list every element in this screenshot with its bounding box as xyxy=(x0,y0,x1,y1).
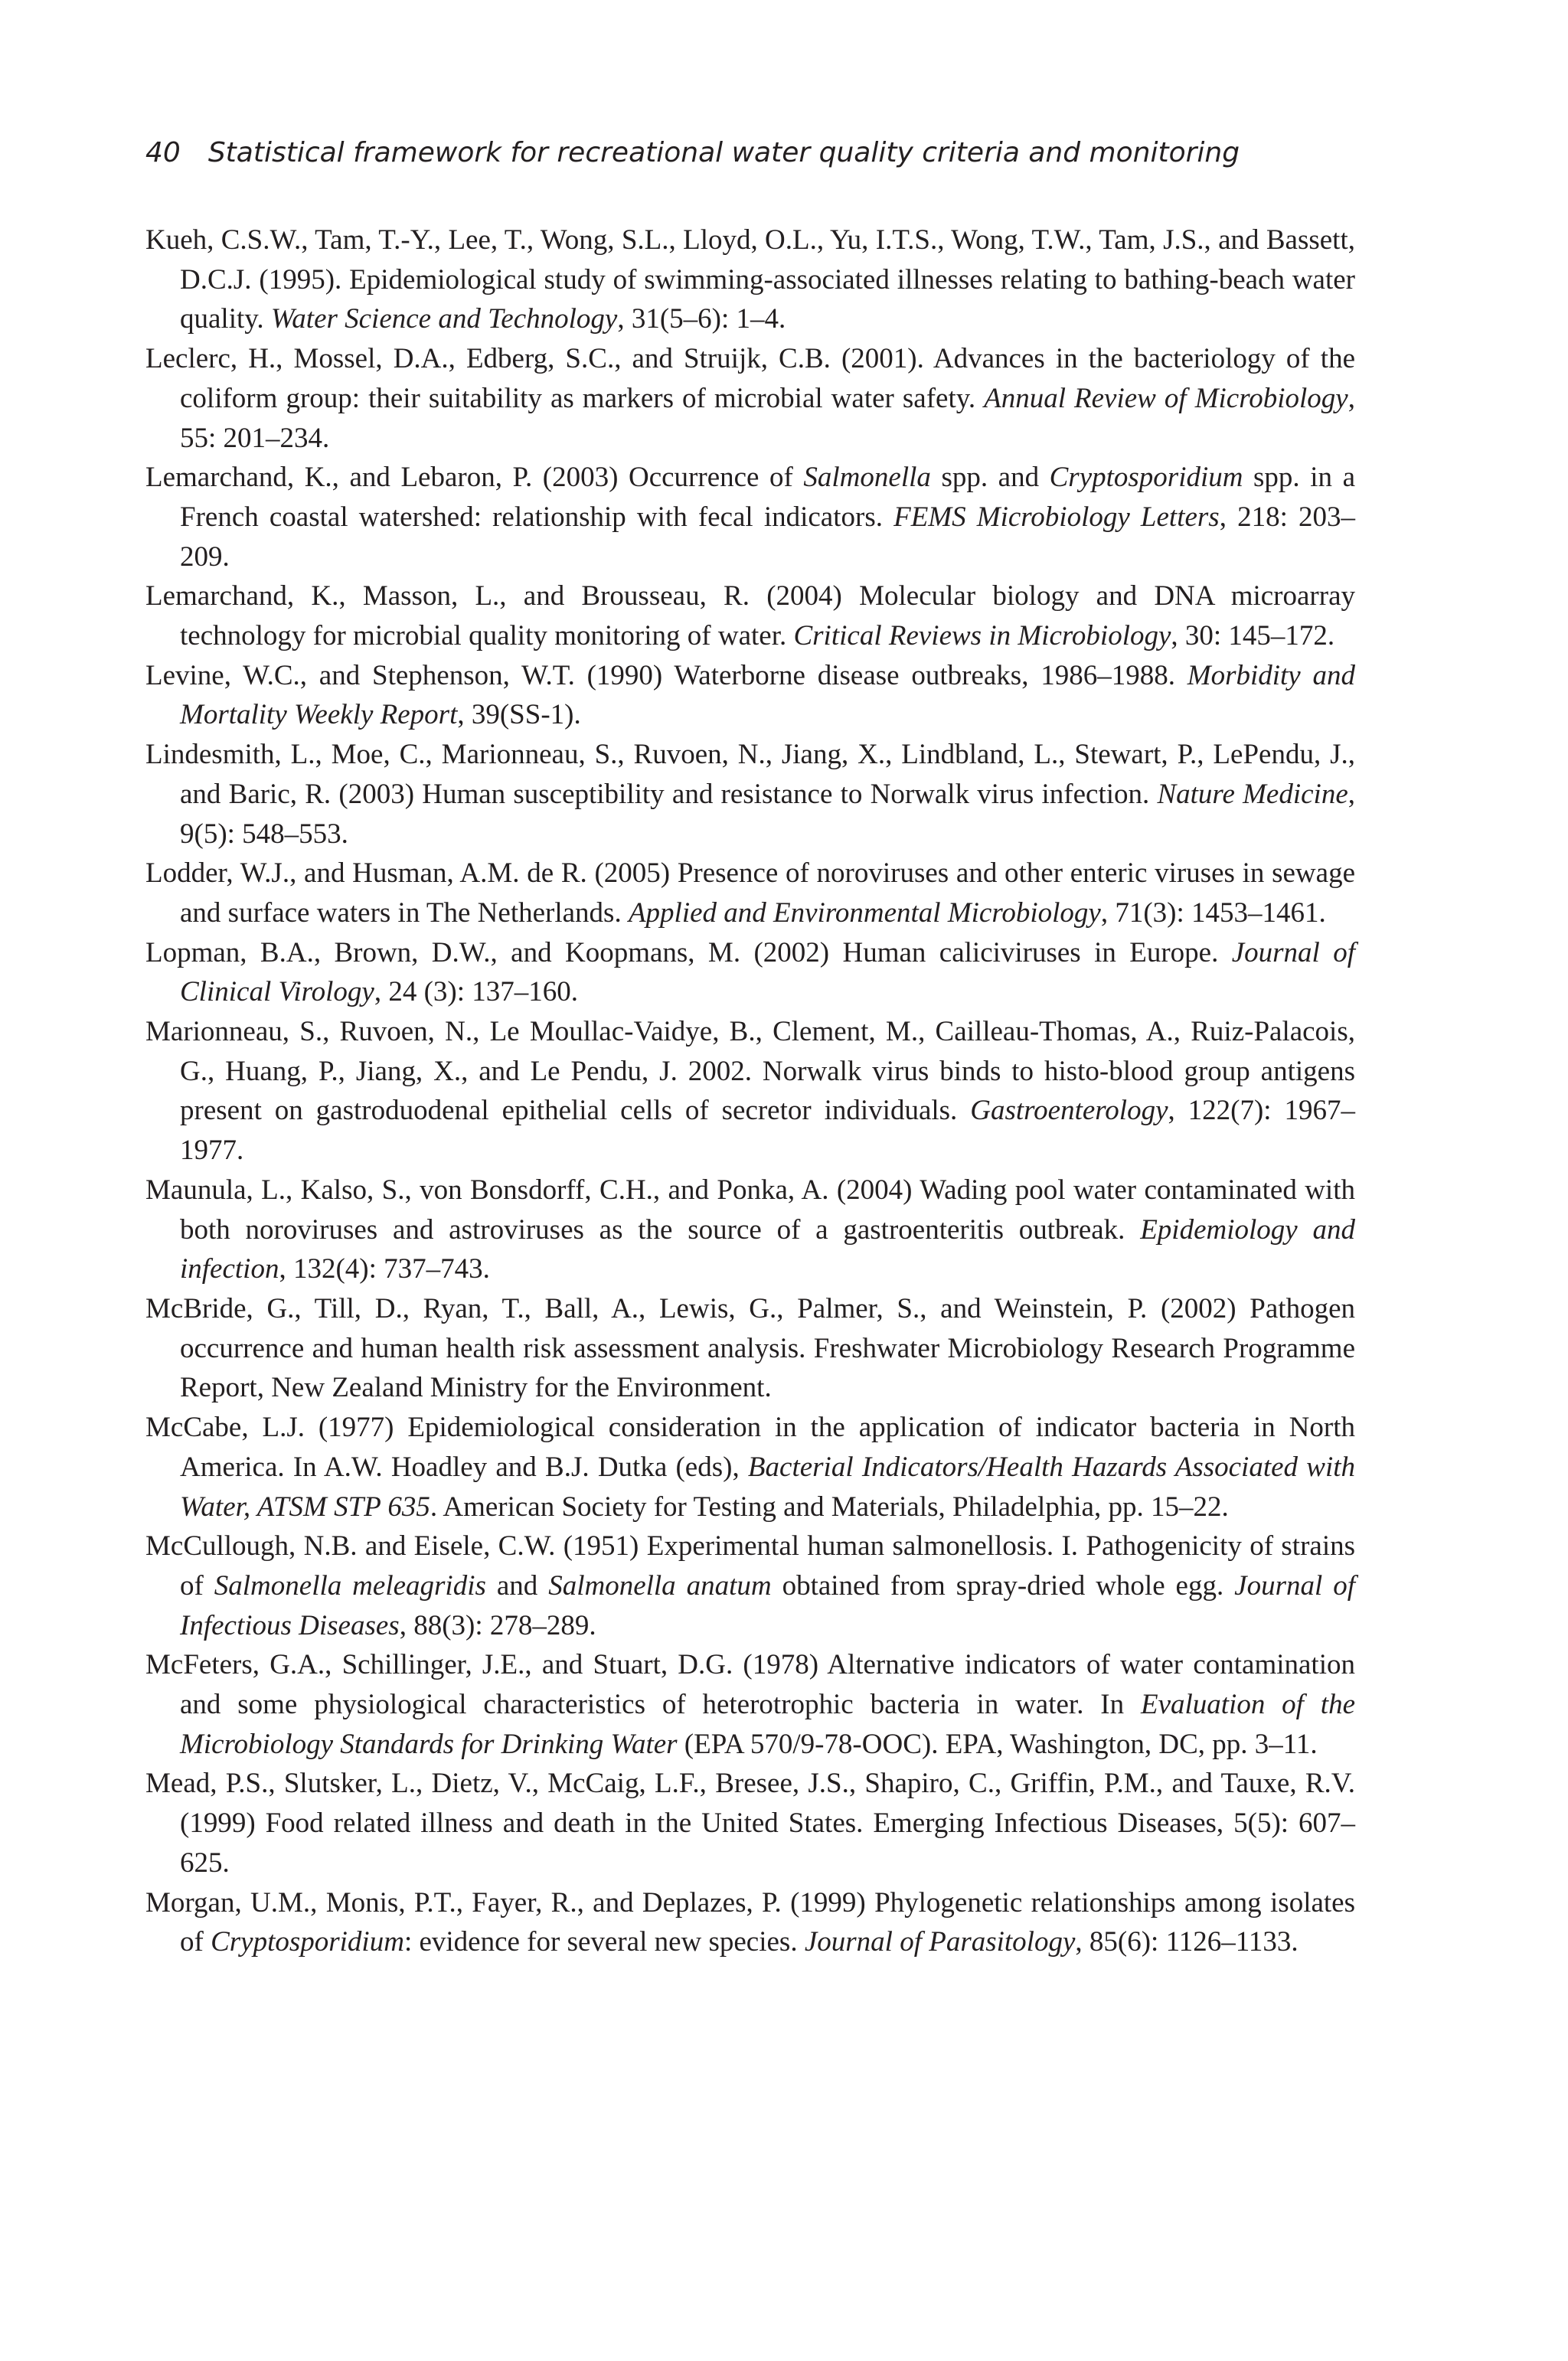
reference-entry xyxy=(145,1527,1355,1645)
reference-text: Lindesmith, L., Moe, C., Marionneau, S., Ruvoen, N., Jiang, X., Lindbland, L., Stewart, P., LePendu, J., and Baric, R. (2003) Human susceptibility and resistance to Norwalk virus infection. xyxy=(145,739,1355,810)
reference-text: , 122(7): 1967–1977. xyxy=(180,1095,1355,1167)
page-number: 40 xyxy=(145,137,181,168)
reference-entry xyxy=(145,656,1355,735)
reference-text: and xyxy=(485,1569,549,1602)
reference-italic-text: Evaluation of the Microbiology Standards for Drinking Water xyxy=(180,1689,1355,1760)
reference-italic-text: Epidemiology and infection xyxy=(180,1213,1355,1285)
reference-italic-text: Morbidity and Mortality Weekly Report xyxy=(180,659,1356,731)
reference-text: Lopman, B.A., Brown, D.W., and Koopmans, M. (2002) Human caliciviruses in Europe. xyxy=(145,936,1232,968)
reference-italic-text: FEMS Microbiology Letters xyxy=(893,501,1220,533)
reference-entry xyxy=(145,339,1355,458)
reference-entry xyxy=(145,1171,1355,1289)
reference-italic-text: Journal of Parasitology xyxy=(804,1926,1076,1958)
reference-italic-text: Nature Medicine xyxy=(1157,778,1348,810)
reference-entry xyxy=(145,1645,1355,1764)
reference-entry xyxy=(145,1012,1355,1171)
reference-text: , 218: 203–209. xyxy=(180,501,1355,573)
reference-text: McCabe, L.J. (1977) Epidemiological consideration in the application of indicator bacteria in North America. In A.W. Hoadley and B.J. Dutka (eds), xyxy=(145,1412,1355,1483)
reference-text: Mead, P.S., Slutsker, L., Dietz, V., McCaig, L.F., Bresee, J.S., Shapiro, C., Griffin, P.M., and Tauxe, R.V. (1999) Food related illness and death in the United States. Emerging Infectious Diseases, 5(5): 607–625. xyxy=(145,1768,1355,1879)
reference-italic-text: Critical Reviews in Microbiology xyxy=(793,620,1171,652)
reference-text: Lodder, W.J., and Husman, A.M. de R. (2005) Presence of noroviruses and other enteric viruses in sewage and surface waters in The Netherlands. xyxy=(145,857,1355,929)
reference-italic-text: Water Science and Technology xyxy=(270,303,618,335)
reference-text: Lemarchand, K., and Lebaron, P. (2003) Occurrence of xyxy=(145,462,804,494)
reference-text: , 39(SS-1). xyxy=(457,699,581,731)
reference-text: Maunula, L., Kalso, S., von Bonsdorff, C.H., and Ponka, A. (2004) Wading pool water contaminated with both noroviruses and astroviruses as the source of a gastroenteritis outbreak. xyxy=(145,1174,1355,1246)
reference-text: Marionneau, S., Ruvoen, N., Le Moullac-Vaidye, B., Clement, M., Cailleau-Thomas, A., Ruiz-Palacois, G., Huang, P., Jiang, X., and Le Pendu, J. 2002. Norwalk virus binds to histo-blood group antigens present on gastroduodenal epithelial cells of secretor individuals. xyxy=(145,1016,1355,1127)
reference-text: , 9(5): 548–553. xyxy=(180,778,1355,850)
reference-text: Lemarchand, K., Masson, L., and Brousseau, R. (2004) Molecular biology and DNA microarray technology for microbial quality monitoring of water. xyxy=(145,580,1355,652)
reference-text: , 88(3): 278–289. xyxy=(399,1609,596,1641)
reference-text: , 31(5–6): 1–4. xyxy=(617,303,786,335)
reference-entry xyxy=(145,1289,1355,1408)
reference-italic-text: Salmonella anatum xyxy=(548,1569,772,1602)
reference-entry xyxy=(145,458,1355,576)
reference-text: McFeters, G.A., Schillinger, J.E., and Stuart, D.G. (1978) Alternative indicators of water contamination and some physiological characteristics of heterotrophic bacteria in water. In xyxy=(145,1649,1355,1721)
running-title: Statistical framework for recreational water quality criteria and monitoring xyxy=(207,137,1240,168)
reference-italic-text: Gastroenterology xyxy=(970,1095,1168,1127)
reference-text: (EPA 570/9-78-OOC). EPA, Washington, DC, pp. 3–11. xyxy=(677,1728,1318,1760)
reference-text: , 71(3): 1453–1461. xyxy=(1100,896,1326,929)
reference-text: . American Society for Testing and Materials, Philadelphia, pp. 15–22. xyxy=(430,1491,1229,1523)
reference-text: Kueh, C.S.W., Tam, T.-Y., Lee, T., Wong, S.L., Lloyd, O.L., Yu, I.T.S., Wong, T.W., Tam, J.S., and Bassett, D.C.J. (1995). Epidemiological study of swimming-associated illnesses relating to bathing-beach water quality. xyxy=(145,224,1355,335)
reference-italic-text: Salmonella xyxy=(803,462,931,494)
reference-list xyxy=(145,220,1355,1962)
reference-italic-text: Applied and Environmental Microbiology xyxy=(628,896,1101,929)
reference-text: McCullough, N.B. and Eisele, C.W. (1951) Experimental human salmonellosis. I. Pathogenicity of strains of xyxy=(145,1530,1355,1602)
reference-italic-text: Journal of Infectious Diseases xyxy=(180,1569,1355,1641)
reference-text: obtained from spray-dried whole egg. xyxy=(771,1569,1235,1602)
reference-italic-text: Cryptosporidium xyxy=(1049,462,1243,494)
reference-text: McBride, G., Till, D., Ryan, T., Ball, A., Lewis, G., Palmer, S., and Weinstein, P. (2002) Pathogen occurrence and human health risk assessment analysis. Freshwater Microbiology Research Programme Report, New Zealand Ministry for the Environment. xyxy=(145,1292,1355,1404)
reference-entry xyxy=(145,1408,1355,1527)
reference-text: , 24 (3): 137–160. xyxy=(374,976,579,1008)
reference-entry xyxy=(145,854,1355,932)
reference-text: , 132(4): 737–743. xyxy=(279,1253,490,1285)
reference-text: spp. and xyxy=(930,462,1050,494)
reference-italic-text: Cryptosporidium xyxy=(211,1926,404,1958)
reference-entry xyxy=(145,933,1355,1012)
reference-text: , 85(6): 1126–1133. xyxy=(1075,1926,1298,1958)
reference-text: , 55: 201–234. xyxy=(180,382,1355,454)
reference-italic-text: Annual Review of Microbiology xyxy=(984,382,1348,414)
reference-text: , 30: 145–172. xyxy=(1171,620,1335,652)
reference-text: Morgan, U.M., Monis, P.T., Fayer, R., and Deplazes, P. (1999) Phylogenetic relationships among isolates of xyxy=(145,1886,1355,1958)
reference-entry xyxy=(145,1883,1355,1962)
reference-italic-text: Journal of Clinical Virology xyxy=(180,936,1355,1008)
reference-entry xyxy=(145,220,1355,339)
reference-text: spp. in a French coastal watershed: relationship with fecal indicators. xyxy=(180,462,1355,533)
reference-text: Leclerc, H., Mossel, D.A., Edberg, S.C., and Struijk, C.B. (2001). Advances in the bacteriology of the coliform group: their suitability as markers of microbial water safety. xyxy=(145,343,1355,414)
reference-text: Levine, W.C., and Stephenson, W.T. (1990) Waterborne disease outbreaks, 1986–1988. xyxy=(145,659,1187,691)
running-header xyxy=(145,135,1409,171)
reference-entry xyxy=(145,1764,1355,1883)
reference-text: : evidence for several new species. xyxy=(403,1926,805,1958)
reference-entry xyxy=(145,576,1355,655)
reference-entry xyxy=(145,735,1355,854)
reference-italic-text: Salmonella meleagridis xyxy=(214,1569,486,1602)
reference-italic-text: Bacterial Indicators/Health Hazards Associated with Water, ATSM STP 635 xyxy=(180,1451,1356,1523)
